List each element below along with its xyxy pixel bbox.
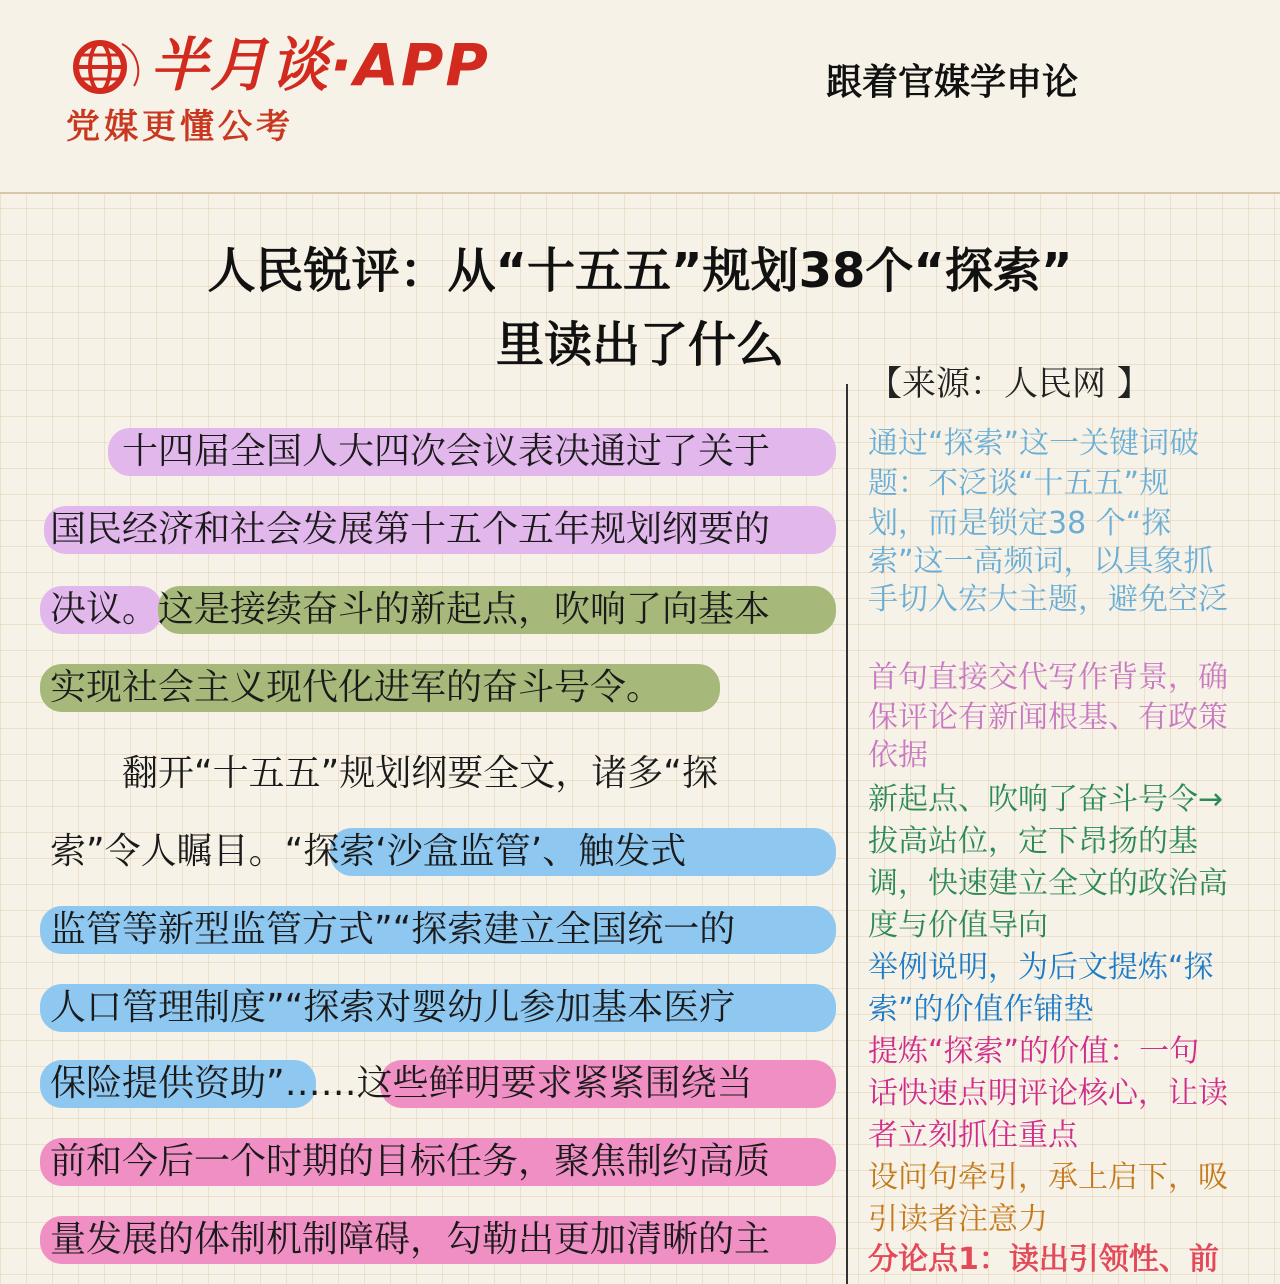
annotation-note: 题：不泛谈“十五五”规 (868, 466, 1170, 501)
globe-logo-icon (64, 36, 144, 98)
annotation-note: 拔高站位，定下昂扬的基 (868, 824, 1198, 859)
body-line: 实现社会主义现代化进军的奋斗号令。 (50, 667, 663, 708)
annotation-note: 举例说明，为后文提炼“探 (868, 950, 1214, 985)
body-line: 监管等新型监管方式”“探索建立全国统一的 (50, 909, 736, 950)
annotation-note: 调，快速建立全文的政治高 (868, 866, 1228, 901)
header-banner (0, 0, 1280, 194)
body-line: 十四届全国人大四次会议表决通过了关于 (50, 431, 771, 472)
annotation-note: 提炼“探索”的价值：一句 (868, 1034, 1200, 1069)
annotation-note: 保评论有新闻根基、有政策 (868, 700, 1228, 735)
body-line: 前和今后一个时期的目标任务，聚焦制约高质 (50, 1141, 771, 1182)
brand-name: 半月谈·APP (150, 31, 490, 99)
body-line: 人口管理制度”“探索对婴幼儿参加基本医疗 (50, 987, 736, 1028)
annotation-note: 索”这一高频词，以具象抓 (868, 544, 1214, 579)
source-label: 【来源：人民网 】 (868, 364, 1151, 404)
body-line: 保险提供资助”……这些鲜明要求紧紧围绕当 (50, 1063, 753, 1104)
body-line: 决议。这是接续奋斗的新起点，吹响了向基本 (50, 589, 771, 630)
annotation-note: 话快速点明评论核心，让读 (868, 1076, 1228, 1111)
body-line: 索”令人瞩目。“探索‘沙盒监管’、触发式 (50, 831, 687, 872)
annotation-note: 分论点1：读出引领性、前 (868, 1242, 1219, 1277)
brand-tagline: 党媒更懂公考 (66, 107, 294, 147)
article-title-line2: 里读出了什么 (495, 317, 784, 373)
annotation-note: 设问句牵引，承上启下，吸 (868, 1160, 1228, 1195)
annotation-note: 首句直接交代写作背景，确 (868, 660, 1228, 695)
annotation-note: 引读者注意力 (868, 1202, 1048, 1237)
annotation-note: 手切入宏大主题，避免空泛 (868, 582, 1228, 617)
body-line: 量发展的体制机制障碍，勾勒出更加清晰的主 (50, 1219, 771, 1260)
column-divider (846, 384, 848, 1284)
annotation-note: 新起点、吹响了奋斗号令→ (868, 782, 1224, 817)
annotation-note: 依据 (868, 738, 928, 773)
body-line: 国民经济和社会发展第十五个五年规划纲要的 (50, 509, 771, 550)
annotation-note: 划，而是锁定38 个“探 (868, 506, 1172, 541)
body-line: 翻开“十五五”规划纲要全文，诸多“探 (50, 753, 718, 794)
annotation-note: 通过“探索”这一关键词破 (868, 426, 1200, 461)
annotation-note: 索”的价值作铺垫 (868, 992, 1094, 1027)
annotation-note: 者立刻抓住重点 (868, 1118, 1078, 1153)
annotation-note: 度与价值导向 (868, 908, 1048, 943)
article-title-line1: 人民锐评：从“十五五”规划38个“探索” (207, 243, 1073, 299)
header-slogan: 跟着官媒学申论 (826, 62, 1079, 103)
